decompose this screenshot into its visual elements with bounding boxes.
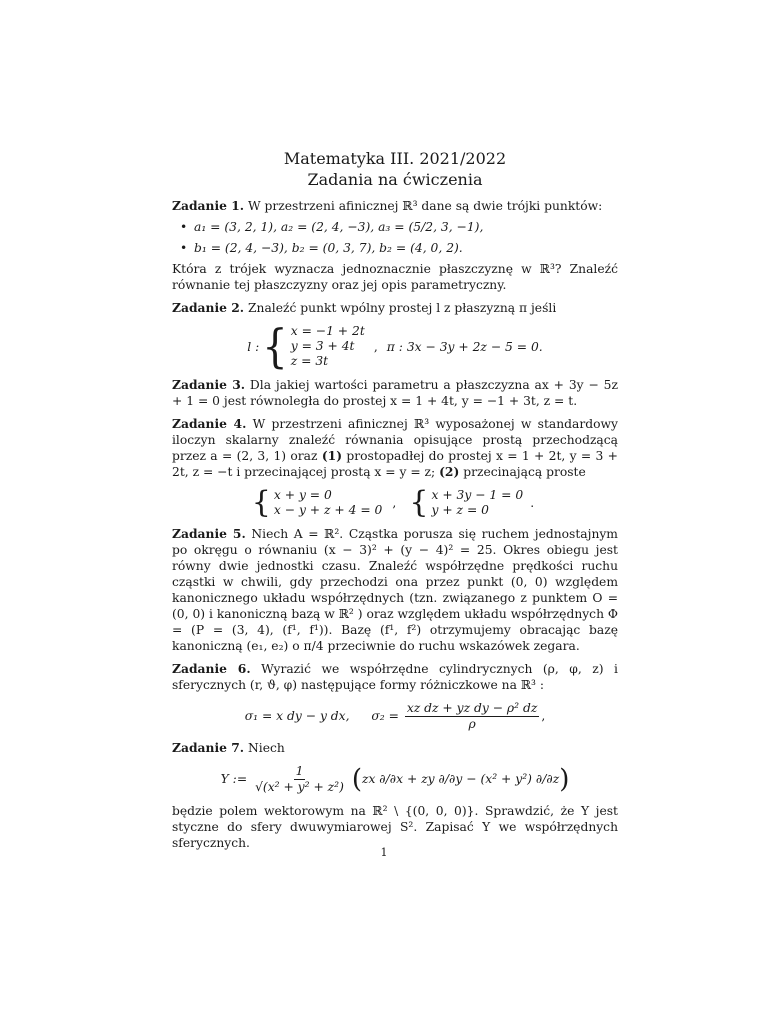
task-2-eq-3: z = 3t xyxy=(290,354,329,368)
task-7-y-lhs: Y := xyxy=(220,772,248,786)
task-1 xyxy=(172,198,618,293)
task-6-forms xyxy=(172,701,618,732)
task-4-system-1-eq-2: x − y + z + 4 = 0 xyxy=(273,503,383,517)
task-4-system-1-eq-1: x + y = 0 xyxy=(273,488,332,502)
title-line-2: Zadania na ćwiczenia xyxy=(307,170,483,189)
task-1-intro: W przestrzeni afinicznej ℝ³ dane są dwie trójki punktów: xyxy=(248,199,603,213)
task-5-label: Zadanie 5. xyxy=(172,526,246,541)
task-4 xyxy=(172,416,618,518)
task-4-part-2-label: (2) xyxy=(439,464,460,479)
task-7-y-numerator: 1 xyxy=(295,764,304,778)
title-line-1: Matematyka III. 2021/2022 xyxy=(283,149,507,168)
task-3-label: Zadanie 3. xyxy=(172,377,246,392)
left-brace-icon: { xyxy=(262,320,288,373)
task-6-sigma-2-lhs: σ₂ = xyxy=(371,709,399,723)
task-7-vector-field xyxy=(172,764,618,795)
page-number: 1 xyxy=(380,846,388,859)
task-4-system-2-eq-1: x + 3y − 1 = 0 xyxy=(431,488,524,502)
task-4-systems: { x + y = 0 x − y + z + 4 = 0 , { x + 3y − 1 = 0 y + z = 0 . xyxy=(251,485,535,520)
task-4-text-a: W przestrzeni afinicznej ℝ³ wyposażonej w standardowy iloczyn skalarny znaleźć równania opisujące prostą przechodzącą przez a = (2, 3, 1) oraz xyxy=(172,417,618,463)
task-6-sigma-2-numerator: xz dz + yz dy − ρ² dz xyxy=(406,701,538,715)
task-7-text-a: Niech xyxy=(248,741,285,755)
task-2-plane: π : 3x − 3y + 2z − 5 = 0. xyxy=(386,339,543,354)
task-2 xyxy=(172,300,618,373)
task-2-system: l : { x = −1 + 2t y = 3 + 4t z = 3t , π : 3x − 3y + 2z − 5 = 0. xyxy=(247,320,543,373)
right-paren-icon: ) xyxy=(559,764,570,795)
task-1-points-b: • b₁ = (2, 4, −3), b₂ = (0, 3, 7), b₂ = (4, 0, 2). xyxy=(194,240,618,256)
left-paren-icon: ( xyxy=(351,764,362,795)
task-6-sigma-1: σ₁ = x dy − y dx, xyxy=(244,709,350,723)
task-1-label: Zadanie 1. xyxy=(172,198,245,213)
task-4-part-1-label: (1) xyxy=(321,448,343,463)
task-2-label: Zadanie 2. xyxy=(172,300,245,315)
task-5-text: Niech A = ℝ². Cząstka porusza się ruchem jednostajnym po okręgu o równaniu (x − 3)² + (y − 4)² = 25. Okres obiegu jest równy dwie jednostki czasu. Znaleźć współrzędne prędkości ruchu cząstki w chwili, gdy przechodzi ona przez punkt (0, 0) względem kanonicznego układu współrzędnych (tzn. związanego z punktem O = (0, 0) i kanoniczną bazą w ℝ² ) oraz względem układu współrzędnych Φ = (P = (3, 4), (f¹, f¹)). Bazę (f¹, f²) otrzymujemy obracając bazę kanoniczną (e₁, e₂) o π/4 przeciwnie do ruchu wskazówek zegara. xyxy=(172,527,618,653)
task-6 xyxy=(172,661,618,732)
task-4-text-c: przecinającą proste xyxy=(463,465,586,479)
task-1-question: Która z trójek wyznacza jednoznacznie płaszczyznę w ℝ³? Znaleźć równanie tej płaszczyzny oraz jej opis parametryczny. xyxy=(172,262,618,292)
task-7-text-b: będzie polem wektorowym na ℝ² \ {(0, 0, 0)}. Sprawdzić, że Y jest styczne do sfery dwuwymiarowej S². Zapisać Y we współrzędnych sferycznych. xyxy=(172,804,618,850)
task-4-text-b: prostopadłej do prostej x = 1 + 2t, y = 3 + 2t, z = −t i przecinającej prostą x = y = z; xyxy=(172,449,618,479)
task-4-system-2-eq-2: y + z = 0 xyxy=(431,503,489,517)
task-6-sigma-2-fraction xyxy=(405,701,540,732)
task-2-line-name: l : xyxy=(247,339,260,354)
task-6-text: Wyrazić we współrzędne cylindrycznych (ρ, φ, z) i sferycznych (r, ϑ, φ) następujące formy różniczkowe na ℝ³ : xyxy=(172,662,618,692)
task-7-y-body: zx ∂/∂x + zy ∂/∂y − (x² + y²) ∂/∂z xyxy=(361,772,560,786)
task-5 xyxy=(172,526,618,654)
document-title xyxy=(172,148,618,190)
task-1-point-list xyxy=(172,219,618,256)
left-brace-icon: { xyxy=(409,485,429,520)
task-7 xyxy=(172,740,618,851)
task-2-eq-2: y = 3 + 4t xyxy=(290,339,355,353)
task-2-text: Znaleźć punkt wpólny prostej l z płaszyzną π jeśli xyxy=(248,301,557,315)
task-2-eq-1: x = −1 + 2t xyxy=(290,324,365,338)
task-4-label: Zadanie 4. xyxy=(172,416,247,431)
task-3-text: Dla jakiej wartości parametru a płaszczyzna ax + 3y − 5z + 1 = 0 jest równoległa do prostej x = 1 + 4t, y = −1 + 3t, z = t. xyxy=(172,378,618,408)
left-brace-icon: { xyxy=(251,485,271,520)
document-page xyxy=(172,148,618,851)
task-1-points-a: • a₁ = (3, 2, 1), a₂ = (2, 4, −3), a₃ = (5/2, 3, −1), xyxy=(194,219,618,235)
task-6-sigma-2-end: , xyxy=(541,709,546,723)
task-7-label: Zadanie 7. xyxy=(172,740,245,755)
task-7-y-fraction xyxy=(253,764,346,795)
task-6-label: Zadanie 6. xyxy=(172,661,251,676)
task-3 xyxy=(172,377,618,409)
task-6-sigma-2-denominator: ρ xyxy=(468,717,476,731)
task-7-y-denominator: √(x² + y² + z²) xyxy=(255,780,344,794)
